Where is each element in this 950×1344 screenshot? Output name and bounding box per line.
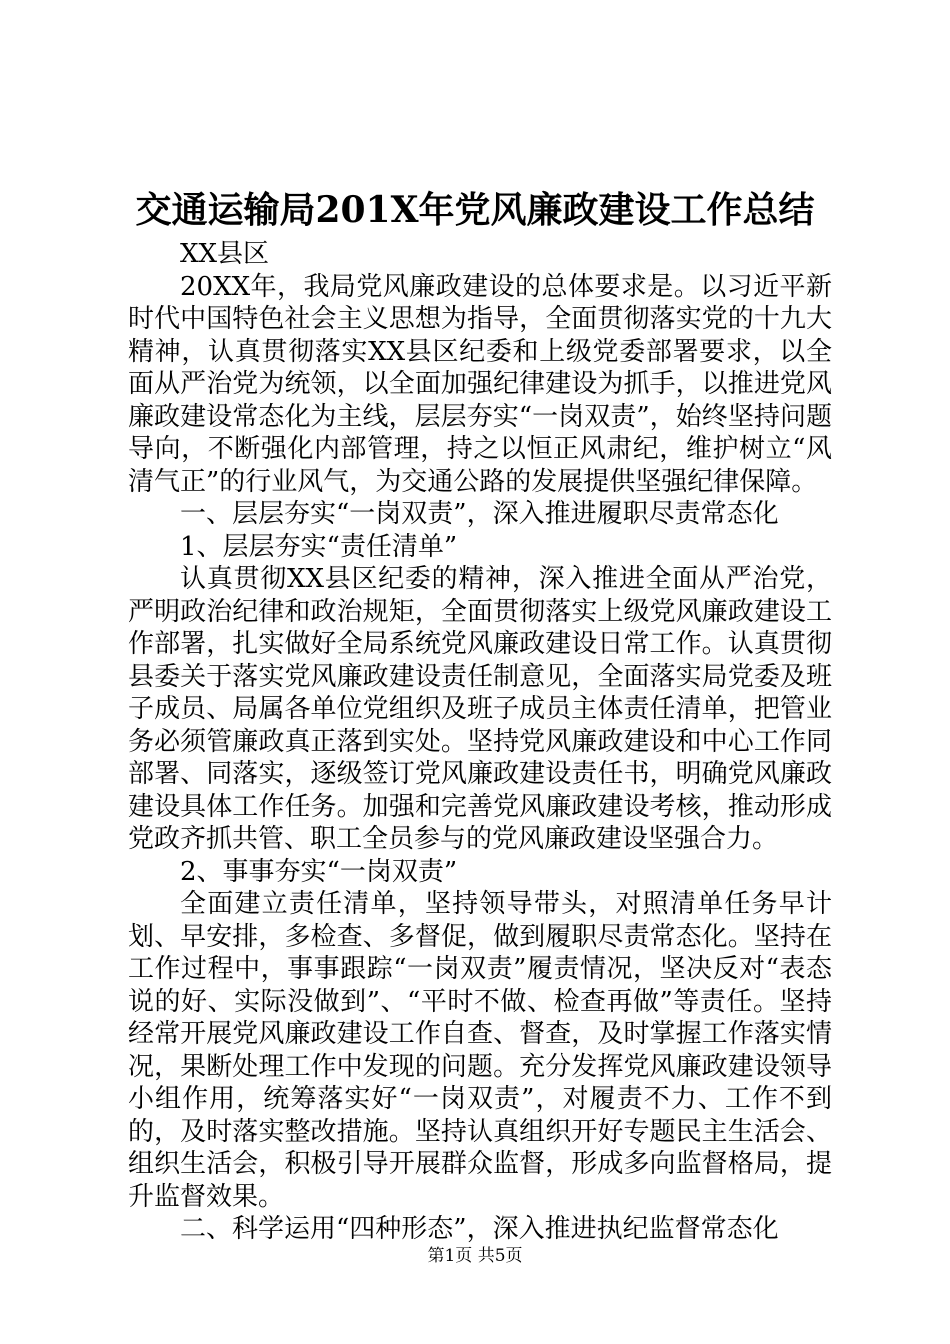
subsection-1-heading: 1、层层夯实“责任清单” [180,531,458,562]
section-1-heading: 一、层层夯实“一岗双责”，深入推进履职尽责常态化 [180,499,779,529]
subsection-2-heading: 2、事事夯实“一岗双责” [180,856,458,887]
subsection-2-paragraph: 全面建立责任清单，坚持领导带头，对照清单任务早计划、早安排，多检查、多督促，做到履职尽责常态化。坚持在工作过程中，事事跟踪“一岗双责”履责情况，坚决反对“表态说的好、实际没做到”、“平时不做、检查再做”等责任。坚持经常开展党风廉政建设工作自查、督查，及时掌握工作落实情况，果断处理工作中发现的问题。充分发挥党风廉政建设领导小组作用，统筹落实好“一岗双责”，对履责不力、工作不到的，及时落实整改措施。坚持认真组织开好专题民主生活会、组织生活会，积极引导开展群众监督，形成多向监督格局，提升监督效果。 [128,889,832,1212]
document-body [128,238,832,1246]
author-line: XX县区 [180,239,270,269]
page-number-footer: 第1页 共5页 [427,1246,523,1266]
subsection-1-paragraph: 认真贯彻XX县区纪委的精神，深入推进全面从严治党，严明政治纪律和政治规矩，全面贯彻落实上级党风廉政建设工作部署，扎实做好全局系统党风廉政建设日常工作。认真贯彻县委关于落实党风廉政建设责任制意见，全面落实局党委及班子成员、局属各单位党组织及班子成员主体责任清单，把管业务必须管廉政真正落到实处。坚持党风廉政建设和中心工作同部署、同落实，逐级签订党风廉政建设责任书，明确党风廉政建设具体工作任务。加强和完善党风廉政建设考核，推动形成党政齐抓共管、职工全员参与的党风廉政建设坚强合力。 [128,564,832,854]
document-title: 交通运输局201X年党风廉政建设工作总结 [135,189,815,231]
section-2-heading: 二、科学运用“四种形态”，深入推进执纪监督常态化 [180,1214,779,1244]
intro-paragraph: 20XX年，我局党风廉政建设的总体要求是。以习近平新时代中国特色社会主义思想为指导，全面贯彻落实党的十九大精神，认真贯彻落实XX县区纪委和上级党委部署要求，以全面从严治党为统领，以全面加强纪律建设为抓手，以推进党风廉政建设常态化为主线，层层夯实“一岗双责”，始终坚持问题导向，不断强化内部管理，持之以恒正风肃纪，维护树立“风清气正”的行业风气，为交通公路的发展提供坚强纪律保障。 [128,271,832,497]
